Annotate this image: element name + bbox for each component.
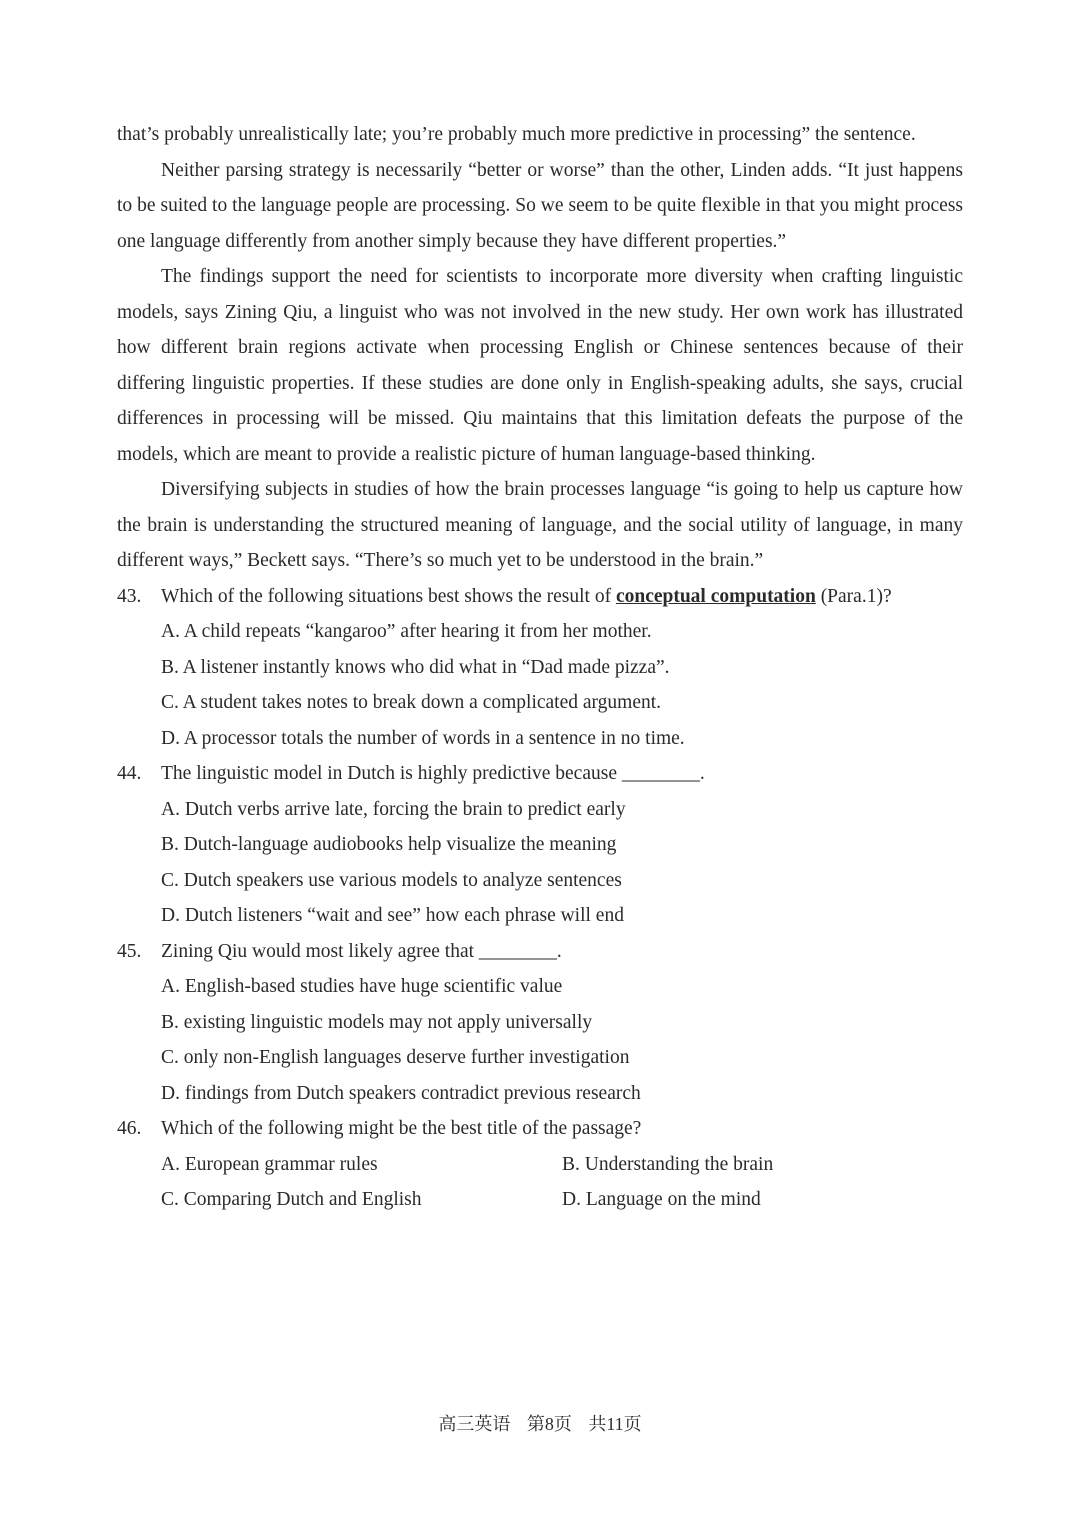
question-number: 45.: [117, 940, 142, 962]
option-b: B. A listener instantly knows who did what in “Dad made pizza”.: [161, 656, 670, 678]
question-stem: The linguistic model in Dutch is highly predictive because ________.: [161, 763, 705, 784]
option-b: B. Understanding the brain: [562, 1153, 774, 1175]
highlighted-term: conceptual computation: [615, 585, 816, 607]
option-c: C. only non-English languages deserve further investigation: [161, 1047, 630, 1068]
question-number: 46.: [117, 1118, 142, 1139]
option-b: B. Dutch-language audiobooks help visualize the meaning: [161, 834, 617, 855]
question-45: [117, 934, 963, 1112]
question-stem: Which of the following might be the best title of the passage?: [161, 1118, 642, 1139]
page-footer: [0, 1410, 1080, 1436]
question-stem-text: Which of the following situations best shows the result of: [161, 585, 616, 607]
option-a: A. Dutch verbs arrive late, forcing the brain to predict early: [161, 798, 626, 820]
footer-total-pages: 共11页: [588, 1414, 642, 1434]
option-c: C. A student takes notes to break down a complicated argument.: [161, 692, 662, 713]
option-c: C. Dutch speakers use various models to analyze sentences: [161, 869, 622, 891]
exam-page: [117, 117, 963, 1218]
passage-paragraph-4: Diversifying subjects in studies of how the brain processes language “is going to help us capture how the brain is understanding the structured meaning of language, and the social utility of language, in many different ways,” Beckett says. “There’s so much yet to be understood in the brain.”: [117, 479, 963, 571]
question-number: 44.: [117, 763, 142, 784]
option-d: D. Language on the mind: [562, 1189, 761, 1210]
question-number: 43.: [117, 585, 142, 607]
footer-subject: 高三英语: [438, 1414, 511, 1434]
option-c: C. Comparing Dutch and English: [161, 1189, 422, 1210]
option-d: D. Dutch listeners “wait and see” how each phrase will end: [161, 905, 624, 926]
option-d: D. A processor totals the number of words in a sentence in no time.: [161, 727, 685, 749]
question-stem: [161, 579, 963, 615]
question-43: [117, 579, 963, 757]
option-a: A. English-based studies have huge scientific value: [161, 976, 563, 997]
option-a: A. A child repeats “kangaroo” after hearing it from her mother.: [161, 621, 652, 642]
question-44: [117, 756, 963, 934]
question-stem: Zining Qiu would most likely agree that ________.: [161, 940, 562, 962]
passage-paragraph-2: Neither parsing strategy is necessarily “better or worse” than the other, Linden adds. “It just happens to be suited to the language people are processing. So we seem to be quite flexible in that you might process one language differently from another simply because they have different properties.”: [117, 159, 963, 252]
option-a: A. European grammar rules: [161, 1153, 378, 1175]
option-d: D. findings from Dutch speakers contradict previous research: [161, 1082, 641, 1104]
footer-page-number: 第8页: [526, 1414, 572, 1434]
passage-paragraph-1: that’s probably unrealistically late; you’re probably much more predictive in processing” the sentence.: [117, 124, 916, 145]
passage-paragraph-3: The findings support the need for scientists to incorporate more diversity when crafting linguistic models, says Zining Qiu, a linguist who was not involved in the new study. Her own work has illustrated how different brain regions activate when processing English or Chinese sentences because of their differing linguistic properties. If these studies are done only in English-speaking adults, she says, crucial differences in processing will be missed. Qiu maintains that this limitation defeats the purpose of the models, which are meant to provide a realistic picture of human language-based thinking.: [117, 266, 963, 465]
question-stem-text: (Para.1)?: [815, 585, 892, 607]
question-46: [117, 1111, 963, 1218]
option-b: B. existing linguistic models may not apply universally: [161, 1011, 593, 1033]
